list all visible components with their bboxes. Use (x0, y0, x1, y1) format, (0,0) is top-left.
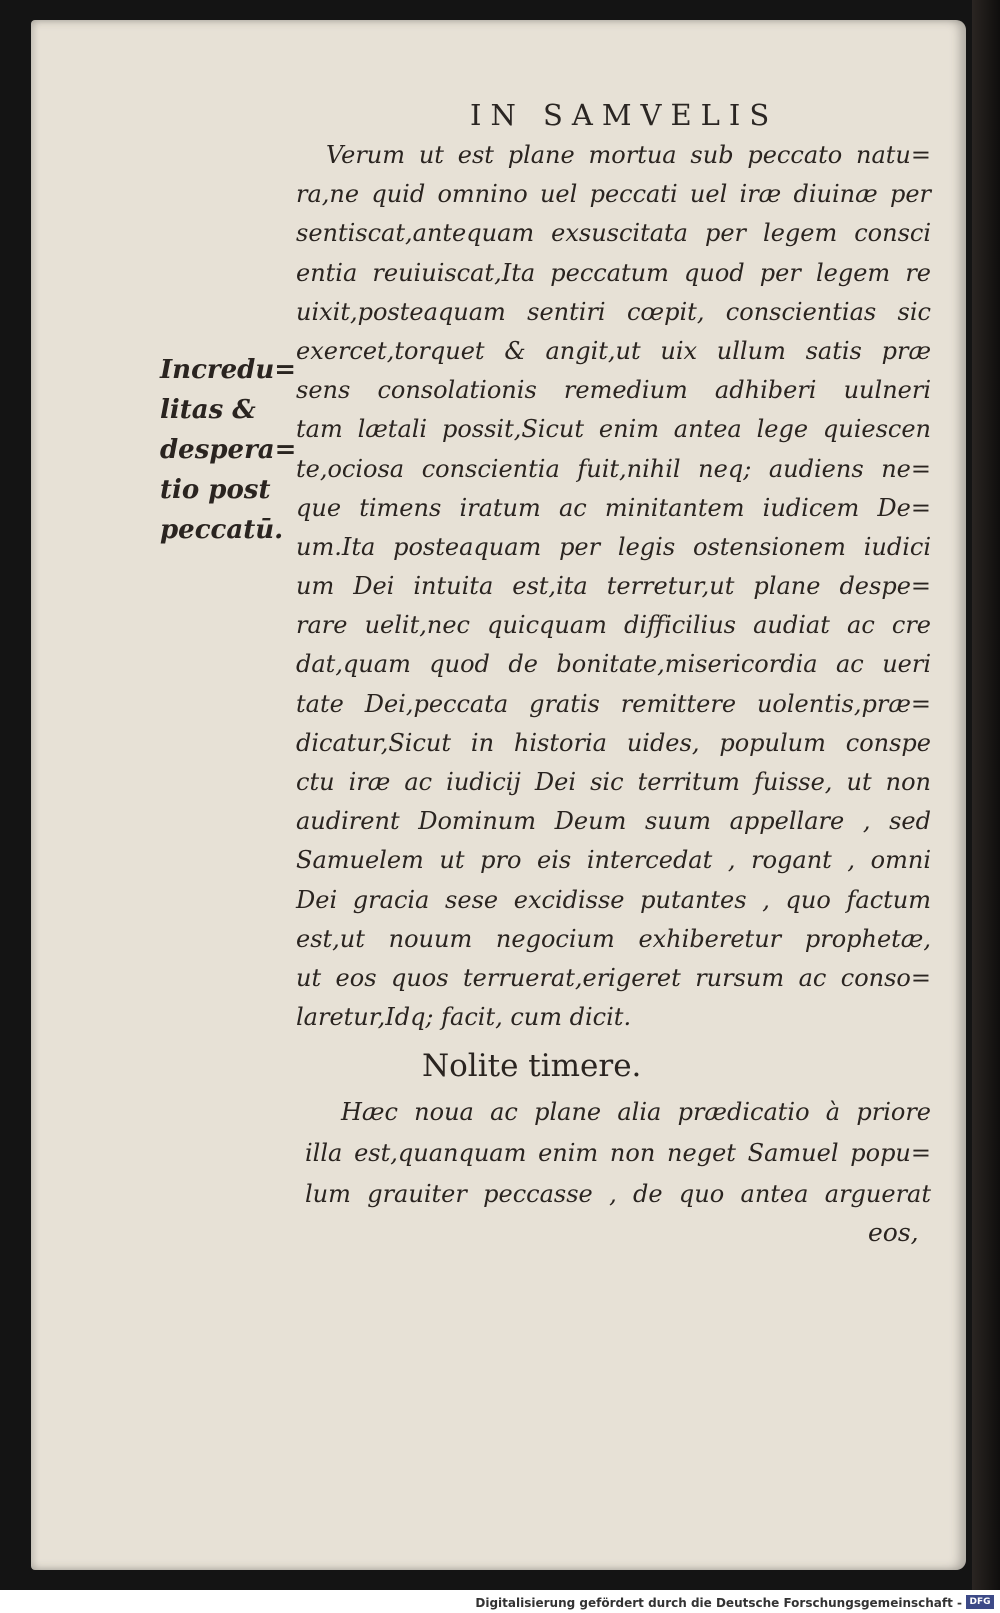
text-line: rare uelit,nec quicquam difficilius audiat ac cre (296, 611, 931, 640)
main-text-block (296, 136, 931, 1037)
text-line: dicatur,Sicut in historia uides, populum conspe (296, 728, 931, 757)
margin-note-line: litas & (160, 395, 256, 425)
book-edge (972, 0, 1000, 1590)
text-line: Samuelem ut pro eis intercedat , rogant , omni (296, 846, 931, 875)
second-text-block (305, 1092, 931, 1215)
margin-note-line: peccatū. (160, 515, 284, 545)
running-head: IN SAMVELIS (470, 98, 779, 132)
text-line: tate Dei,peccata gratis remittere uolentis,præ= (296, 689, 931, 718)
text-line: exercet,torquet & angit,ut uix ullum satis præ (296, 336, 931, 365)
text-line: ra,ne quid omnino uel peccati uel iræ diuinæ per (296, 180, 931, 209)
text-line: sentiscat,antequam exsuscitata per legem consci (296, 219, 931, 248)
text-line: ctu iræ ac iudicij Dei sic territum fuisse, ut non (296, 768, 931, 796)
margin-note-line: tio post (160, 475, 271, 505)
text-line: Hæc noua ac plane alia prædicatio à priore (341, 1098, 931, 1126)
text-line: que timens iratum ac minitantem iudicem De= (296, 493, 931, 522)
text-line: Dei gracia sese excidisse putantes , quo factum (296, 885, 931, 914)
text-line: um.Ita posteaquam per legis ostensionem iudici (296, 532, 931, 561)
text-line: te,ociosa conscientia fuit,nihil neq; audiens ne= (296, 454, 931, 483)
text-line: laretur,Idq; facit, cum dicit. (296, 1003, 632, 1032)
text-line: lum grauiter peccasse , de quo antea arguerat (305, 1180, 931, 1208)
text-line: um Dei intuita est,ita terretur,ut plane despe= (296, 572, 931, 601)
text-line: entia reuiuiscat,Ita peccatum quod per legem re (296, 258, 931, 287)
catchword: eos, (868, 1218, 919, 1247)
text-line: uixit,posteaquam sentiri cœpit, conscientias sic (296, 297, 931, 326)
text-line: ut eos quos terruerat,erigeret rursum ac conso= (296, 963, 931, 992)
section-heading: Nolite timere. (422, 1048, 642, 1084)
text-line: tam lætali possit,Sicut enim antea lege quiescen (296, 415, 931, 444)
text-line: illa est,quanquam enim non neget Samuel popu= (305, 1139, 931, 1167)
text-line: Verum ut est plane mortua sub peccato natu= (326, 141, 931, 169)
text-line: sens consolationis remedium adhiberi uulneri (296, 376, 931, 405)
text-line: dat,quam quod de bonitate,misericordia ac ueri (296, 650, 931, 679)
footer-credit: Digitalisierung gefördert durch die Deutsche Forschungsgemeinschaft - (475, 1596, 962, 1610)
dfg-logo: DFG (966, 1595, 994, 1609)
margin-note-line: despera= (160, 435, 297, 465)
text-line: audirent Dominum Deum suum appellare , sed (296, 807, 931, 836)
margin-note-line: Incredu= (160, 355, 297, 385)
margin-note (160, 350, 300, 550)
text-line: est,ut nouum negocium exhiberetur prophetæ, (296, 924, 931, 953)
